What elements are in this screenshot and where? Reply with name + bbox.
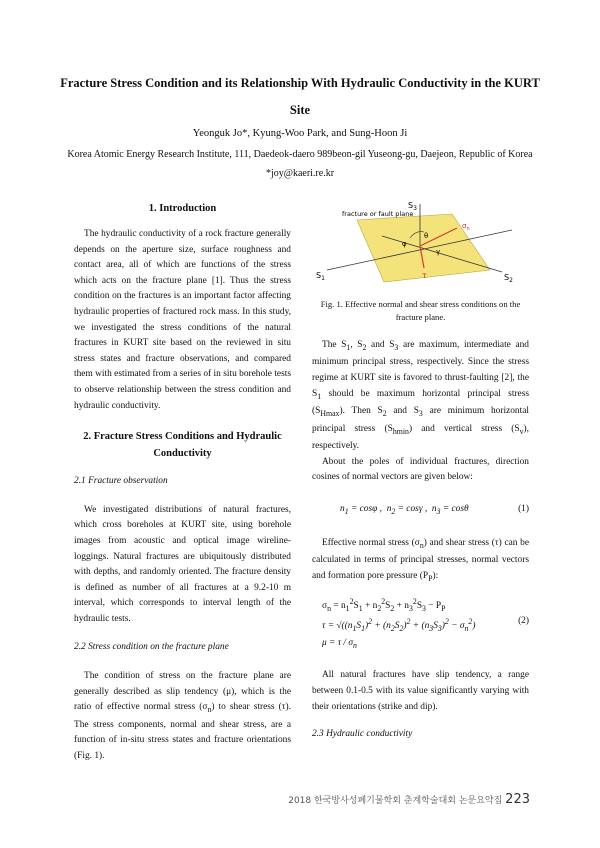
section-introduction-heading: 1. Introduction xyxy=(148,203,217,214)
direction-cosines-paragraph: About the poles of individual fractures, direction cosines of normal vectors are given below: xyxy=(312,456,529,483)
slip-tendency-paragraph: All natural fractures have slip tendency, a range between 0.1-0.5 with its value significantly varying with their orientations (strike and dip). xyxy=(312,670,529,712)
svg-text:S2 xyxy=(504,273,513,284)
s1-subscript: 1 xyxy=(321,275,325,282)
email: *joy@kaeri.re.kr xyxy=(265,168,335,179)
phi-symbol: φ xyxy=(402,240,407,248)
sigma-n-symbol: $\sigma_n$ xyxy=(462,222,470,232)
gamma-symbol: γ xyxy=(436,248,441,256)
equation-1-body: $n_1 = \cos\varphi$ , $n_2 = \cos\gamma$ , $n_3 = \cos\theta$ xyxy=(340,503,469,516)
theta-symbol: θ xyxy=(424,232,429,240)
figure-1-caption: Fig. 1. Effective normal and shear stress conditions on the fracture plane. xyxy=(320,299,521,322)
svg-text:S1 xyxy=(316,271,325,282)
s3-label: S xyxy=(408,201,414,210)
left-column xyxy=(74,200,291,765)
stress-diagram xyxy=(312,200,529,292)
s2-label: S xyxy=(504,273,510,282)
stress-condition-paragraph: The condition of stress on the fracture plane are generally described as slip tendency (μ), which is the ratio of effective normal stress $(\sigma_n)$ to shear stress (τ). The stress components, normal and shear stress, are a function of in-situ stress states and fracture orientations (Fig. 1). xyxy=(74,671,291,761)
page-footer xyxy=(288,792,530,807)
equation-1 xyxy=(312,498,529,524)
fracture-plane-label: fracture or fault plane xyxy=(342,210,414,218)
equation-2-number: (2) xyxy=(518,616,529,627)
equation-1-number: (1) xyxy=(518,503,529,514)
subsection-2-3-heading: 2.3 Hydraulic conductivity xyxy=(312,729,413,740)
introduction-paragraph: The hydraulic conductivity of a rock fracture generally depends on the aperture size, surface roughness and contact area, all of which are functions of the stress which acts on the fracture plane [1]. Thus the stress condition on the fractures is an important factor affecting hydraulic properties of fractured rock mass. In this study, we investigated the stress conditions of the natural fractures in KURT site based on the reviewed in situ stress states and fracture observations, and compared them with estimated from a series of in situ borehole tests to observe relationship between the stress condition and hydraulic conductivity. xyxy=(74,229,291,411)
tau-symbol: τ xyxy=(422,271,427,280)
s1-label: S xyxy=(316,271,322,280)
right-column xyxy=(312,200,529,743)
subsection-2-1-heading: 2.1 Fracture observation xyxy=(74,476,168,487)
figure-1 xyxy=(312,200,529,292)
fracture-observation-paragraph: We investigated distributions of natural fractures, which cross boreholes at KURT site, using borehole images from acoustic and optical image wireline-loggings. Natural fractures are ubiquitously distributed with depths, and randomly oriented. The fracture density is defined as number of all fractures at a 9.2-10 m interval, which corresponds to interval length of the hydraulic tests. xyxy=(74,504,291,624)
s2-subscript: 2 xyxy=(509,277,513,284)
affiliation: Korea Atomic Energy Research Institute, 111, Daedeok-daero 989beon-gil Yuseong-gu, Daejeon, Republic of Korea xyxy=(67,149,533,160)
subsection-2-2-heading: 2.2 Stress condition on the fracture plane xyxy=(74,642,229,653)
paper-title: Fracture Stress Condition and its Relationship With Hydraulic Conductivity in the KURT Site xyxy=(60,76,540,117)
page-number: 223 xyxy=(505,792,530,807)
footer-text: 2018 한국방사성폐기물학회 춘계학술대회 논문요약집 xyxy=(288,796,503,806)
effective-stress-paragraph: Effective normal stress $(\sigma_n)$ and shear stress (τ) can be calculated in terms of principal stresses, normal vectors and formation pore pressure $(P_P)$: xyxy=(312,537,529,583)
authors: Yeonguk Jo*, Kyung-Woo Park, and Sung-Hoon Ji xyxy=(192,128,408,139)
s3-subscript: 3 xyxy=(413,205,417,212)
equation-2: $\sigma_n = n_1^2S_1 + n_2^2S_2 + n_3^2S_3 - P_P$ $\tau = √((n_1S_1)^2 + (n_2S_2)^2 + (n_3S_3)^2 - \sigma_n^2)$ $\mu = \tau / \sigma_n$ (2) xyxy=(322,597,529,651)
principal-stress-paragraph: The $S_1$, $S_2$ and $S_3$ are maximum, intermediate and minimum principal stress, respectively. Since the stress regime at KURT site is favored to thrust-faulting [2], the $S_1$ should be maximum horizontal principal stress $(S_{Hmax})$. Then $S_2$ and $S_3$ are minimum horizontal principal stress $(S_{hmin})$ and vertical stress $(S_v)$, respectively. xyxy=(312,340,529,452)
section-2-heading: 2. Fracture Stress Conditions and Hydraulic Conductivity xyxy=(83,431,282,460)
